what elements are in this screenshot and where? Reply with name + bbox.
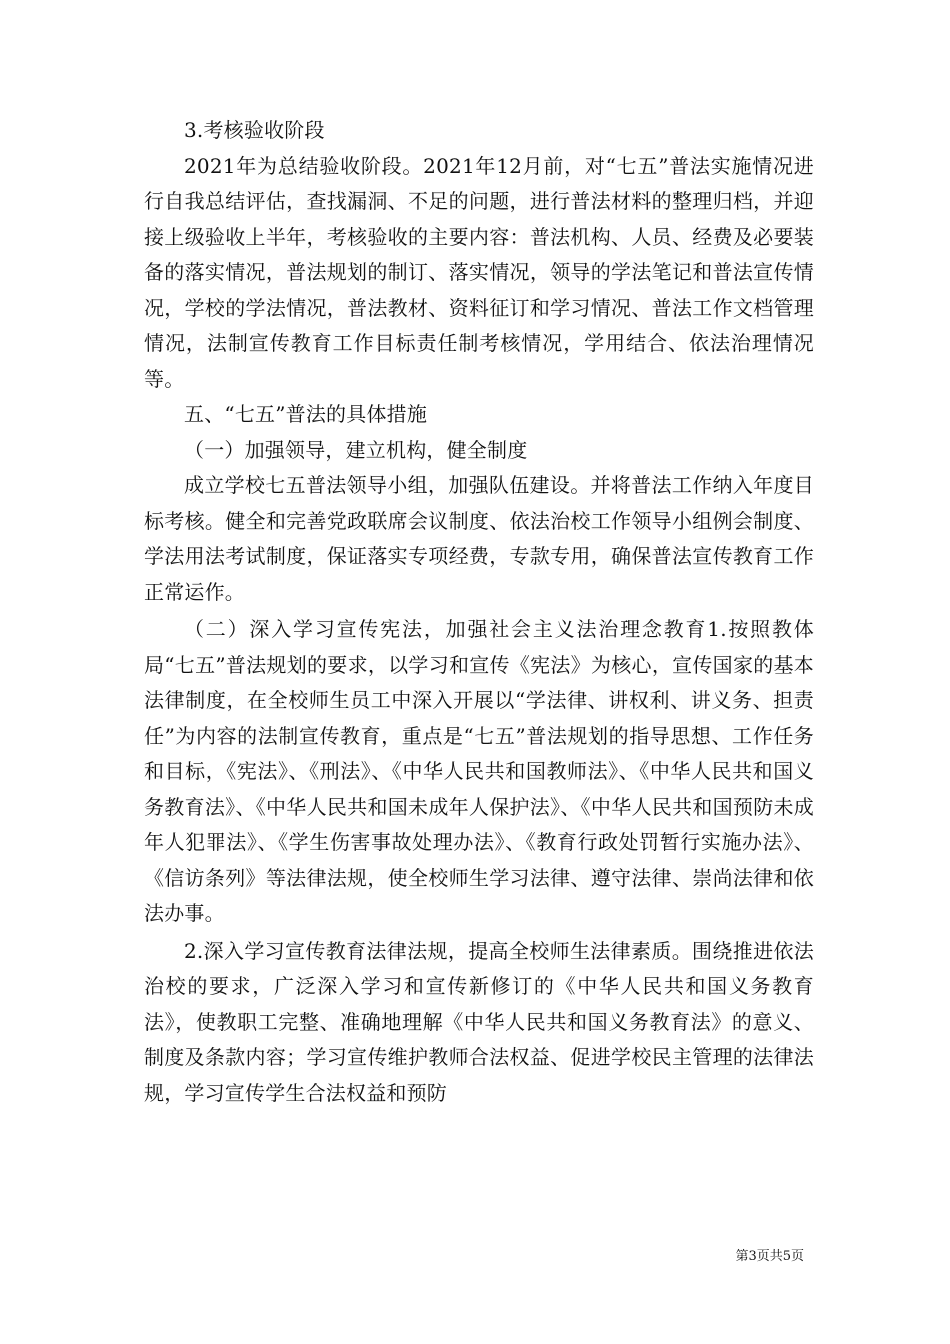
paragraph-leadership: 成立学校七五普法领导小组，加强队伍建设。并将普法工作纳入年度目标考核。健全和完善党政联席会议制度、依法治校工作领导小组例会制度、学法用法考试制度，保证落实专项经费，专款专用，确保普法宣传教育工作正常运作。 — [144, 473, 814, 604]
section-heading-assessment: 3.考核验收阶段 — [184, 118, 325, 142]
page-number: 第3页共5页 — [735, 1249, 804, 1264]
subheading-leadership: （一）加强领导，建立机构，健全制度 — [184, 437, 528, 462]
section-heading-measures: 五、“七五”普法的具体措施 — [184, 402, 428, 426]
paragraph-constitution: （二）深入学习宣传宪法，加强社会主义法治理念教育1.按照教体局“七五”普法规划的要求，以学习和宣传《宪法》为核心，宣传国家的基本法律制度，在全校师生员工中深入开展以“学法律、讲权利、讲义务、担责任”为内容的法制宣传教育，重点是“七五”普法规划的指导思想、工作任务和目标，《宪法》、《刑法》、《中华人民共和国教师法》、《中华人民共和国义务教育法》、《中华人民共和国未成年人保护法》、《中华人民共和国预防未成年人犯罪法》、《学生伤害事故处理办法》、《教育行政处罚暂行实施办法》、《信访条列》等法律法规，使全校师生学习法律、遵守法律、崇尚法律和依法办事。 — [144, 617, 814, 925]
paragraph-assessment-details: 2021年为总结验收阶段。2021年12月前，对“七五”普法实施情况进行自我总结评估，查找漏洞、不足的问题，进行普法材料的整理归档，并迎接上级验收上半年，考核验收的主要内容：普法机构、人员、经费及必要装备的落实情况，普法规划的制订、落实情况，领导的学法笔记和普法宣传情况，学校的学法情况，普法教材、资料征订和学习情况、普法工作文档管理情况，法制宣传教育工作目标责任制考核情况，学用结合、依法治理情况等。 — [144, 153, 814, 391]
paragraph-education-law: 2.深入学习宣传教育法律法规，提高全校师生法律素质。围绕推进依法治校的要求，广泛深入学习和宣传新修订的《中华人民共和国义务教育法》，使教职工完整、准确地理解《中华人民共和国义务教育法》的意义、制度及条款内容；学习宣传维护教师合法权益、促进学校民主管理的法律法规，学习宣传学生合法权益和预防 — [144, 938, 814, 1105]
document-body — [144, 113, 814, 1111]
